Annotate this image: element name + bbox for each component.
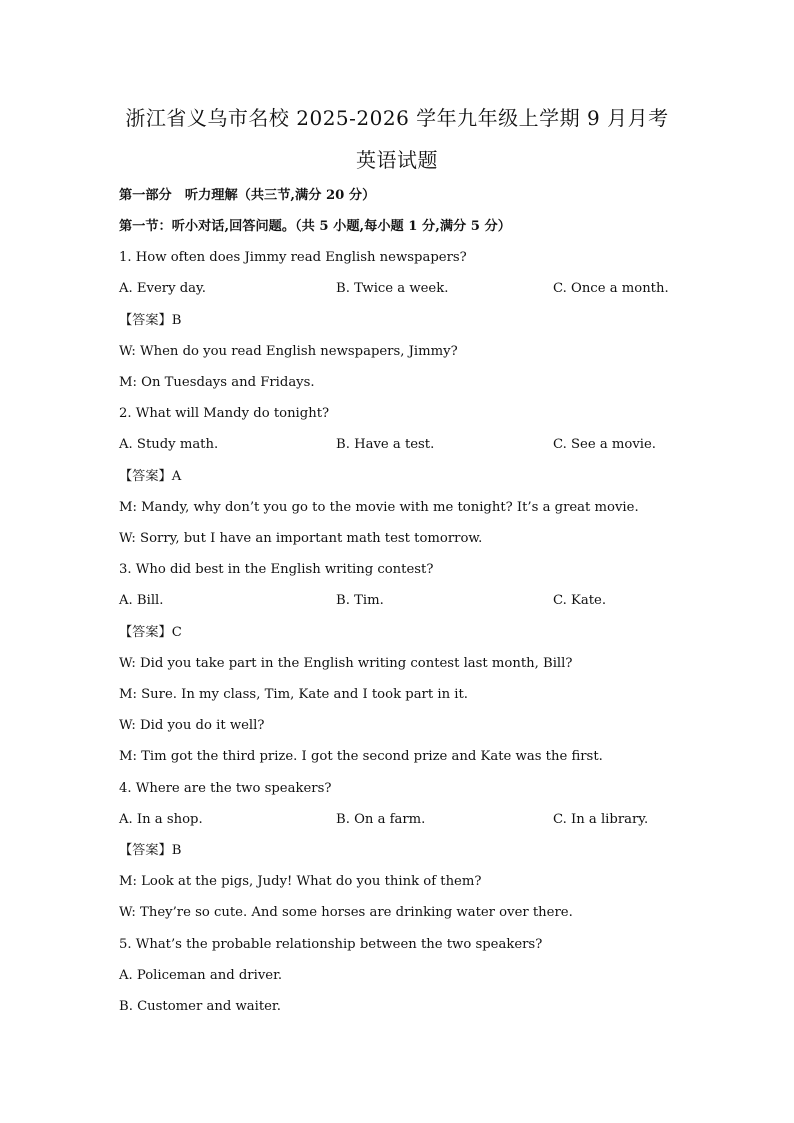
option-b: B. Twice a week.	[336, 281, 449, 296]
option-b: B. Tim.	[336, 593, 384, 608]
exam-title: 浙江省义乌市名校 2025-2026 学年九年级上学期 9 月月考	[125, 106, 669, 130]
question-2: 2. What will Mandy do tonight?	[119, 406, 330, 421]
dialogue-line: W: Did you do it well?	[119, 718, 265, 733]
answer-4: 【答案】B	[119, 843, 182, 858]
answer-3: 【答案】C	[119, 625, 182, 640]
dialogue-line: W: They’re so cute. And some horses are drinking water over there.	[119, 905, 573, 920]
part-heading: 第一部分 听力理解（共三节,满分 20 分）	[119, 188, 376, 203]
option-a: A. Policeman and driver.	[119, 968, 283, 983]
options-1	[119, 280, 679, 297]
question-5: 5. What’s the probable relationship between the two speakers?	[119, 937, 543, 952]
option-b: B. Customer and waiter.	[119, 999, 281, 1014]
option-a: A. In a shop.	[119, 812, 203, 827]
options-3	[119, 592, 679, 609]
option-b: B. On a farm.	[336, 812, 426, 827]
option-c: C. Kate.	[553, 593, 607, 608]
option-c: C. See a movie.	[553, 437, 657, 452]
dialogue-line: W: When do you read English newspapers, Jimmy?	[119, 344, 458, 359]
section-heading: 第一节：听小对话,回答问题。（共 5 小题,每小题 1 分,满分 5 分）	[119, 219, 511, 234]
answer-2: 【答案】A	[119, 469, 182, 484]
question-4: 4. Where are the two speakers?	[119, 781, 332, 796]
option-c: C. Once a month.	[553, 281, 669, 296]
question-3: 3. Who did best in the English writing contest?	[119, 562, 434, 577]
dialogue-line: M: Look at the pigs, Judy! What do you think of them?	[119, 874, 482, 889]
options-2	[119, 436, 679, 453]
option-a: A. Every day.	[119, 281, 206, 296]
dialogue-line: M: Tim got the third prize. I got the second prize and Kate was the first.	[119, 749, 603, 764]
dialogue-line: M: Mandy, why don’t you go to the movie with me tonight? It’s a great movie.	[119, 500, 639, 515]
answer-1: 【答案】B	[119, 313, 182, 328]
exam-subtitle: 英语试题	[356, 148, 438, 172]
option-a: A. Study math.	[119, 437, 219, 452]
options-4	[119, 811, 679, 828]
option-a: A. Bill.	[119, 593, 164, 608]
dialogue-line: M: On Tuesdays and Fridays.	[119, 375, 315, 390]
dialogue-line: M: Sure. In my class, Tim, Kate and I took part in it.	[119, 687, 468, 702]
question-1: 1. How often does Jimmy read English newspapers?	[119, 250, 467, 265]
option-c: C. In a library.	[553, 812, 649, 827]
option-b: B. Have a test.	[336, 437, 435, 452]
dialogue-line: W: Did you take part in the English writing contest last month, Bill?	[119, 656, 573, 671]
dialogue-line: W: Sorry, but I have an important math test tomorrow.	[119, 531, 483, 546]
